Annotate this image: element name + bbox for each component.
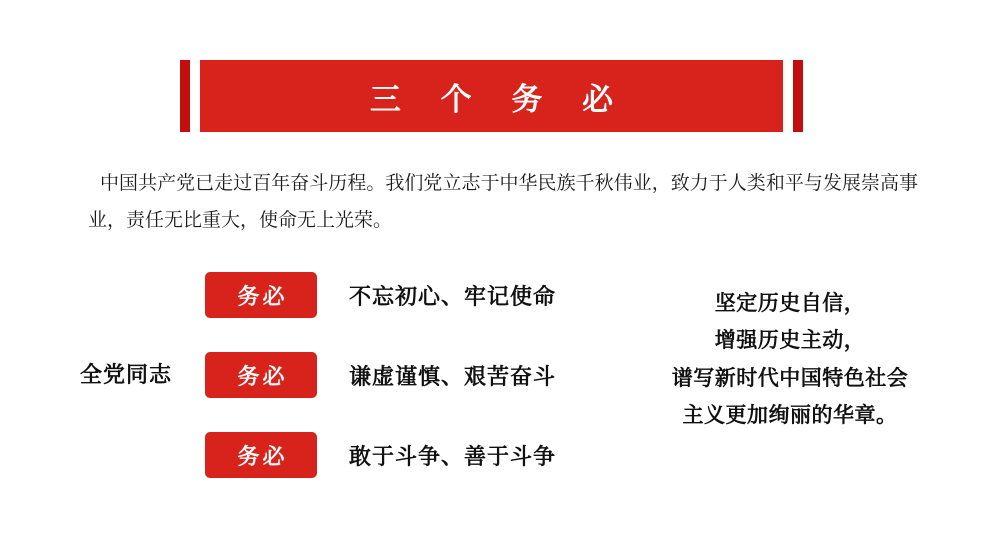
- banner-left-gap: [190, 60, 200, 132]
- party-label: 全党同志: [80, 362, 173, 387]
- list-item: [205, 352, 625, 398]
- right-statement: [630, 285, 950, 435]
- list-item-label: 不忘初心、牢记使命: [349, 283, 557, 309]
- status-badge: 务必: [205, 272, 317, 318]
- list-item: [205, 272, 625, 318]
- banner-left-edge: [180, 60, 190, 132]
- list-item: [205, 432, 625, 478]
- right-statement-line: 坚定历史自信，: [714, 291, 866, 315]
- title-banner: [180, 60, 803, 132]
- intro-text: 中国共产党已走过百年奋斗历程。我们党立志于中华民族千秋伟业，致力于人类和平与发展崇高事业，责任无比重大，使命无上光荣。: [88, 173, 918, 232]
- list-item-label: 谦虚谨慎、艰苦奋斗: [349, 363, 557, 389]
- banner-body: [200, 60, 783, 132]
- right-statement-line: 增强历史主动，: [714, 328, 866, 353]
- requirements-list: [205, 272, 625, 478]
- status-badge: 务必: [205, 432, 317, 478]
- right-statement-line: 主义更加绚丽的华章。: [682, 403, 898, 428]
- right-statement-line: 谱写新时代中国特色社会: [671, 365, 909, 390]
- list-item-label: 敢于斗争、善于斗争: [349, 443, 557, 469]
- intro-paragraph: [88, 165, 918, 239]
- banner-right-gap: [783, 60, 793, 132]
- banner-right-edge: [793, 60, 803, 132]
- page-title: 三 个 务 必: [369, 81, 630, 117]
- status-badge: 务必: [205, 352, 317, 398]
